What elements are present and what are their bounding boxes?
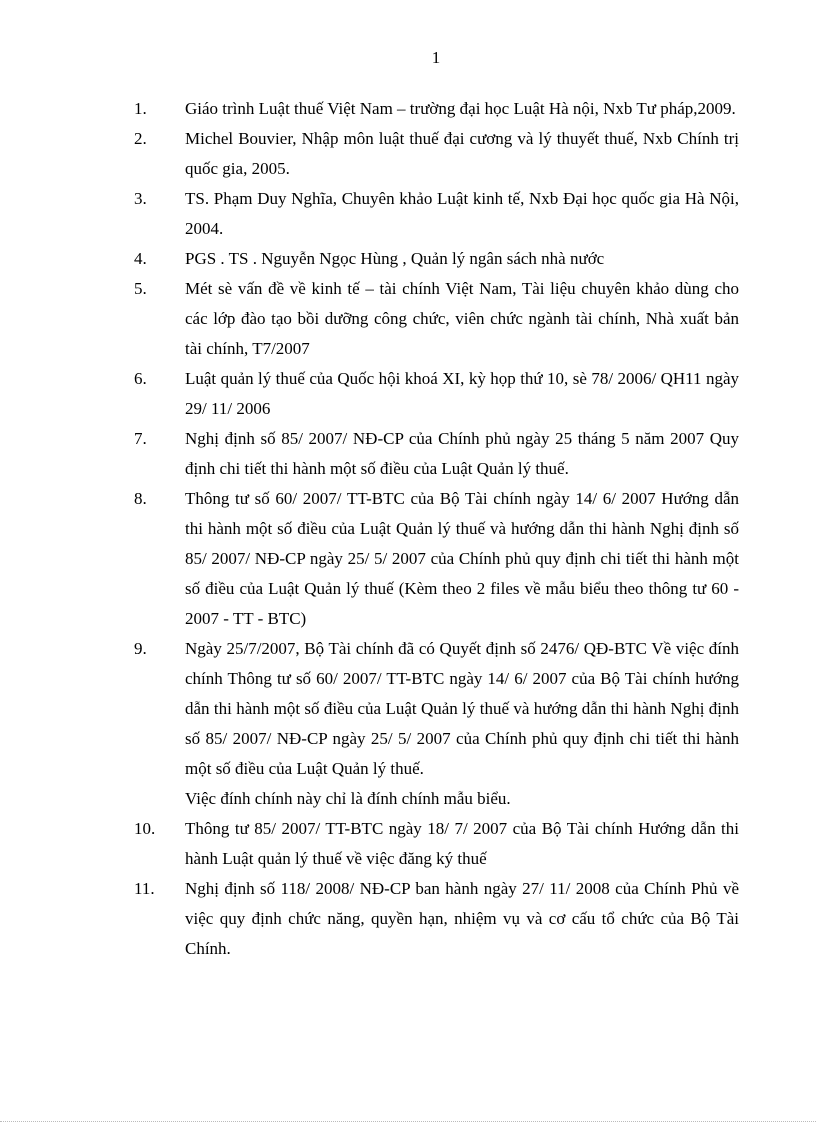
list-item <box>0 814 816 874</box>
list-item-text: Nghị định số 118/ 2008/ NĐ-CP ban hành ngày 27/ 11/ 2008 của Chính Phủ về việc quy định chức năng, quyền hạn, nhiệm vụ và cơ cấu tổ chức của Bộ Tài Chính. <box>185 879 739 958</box>
list-item <box>0 94 816 124</box>
list-item-text: Mét sè vấn đề về kinh tế – tài chính Việt Nam, Tài liệu chuyên khảo dùng cho các lớp đào tạo bồi dưỡng công chức, viên chức ngành tài chính, Nhà xuất bản tài chính, T7/2007 <box>185 279 739 358</box>
list-item-text: TS. Phạm Duy Nghĩa, Chuyên khảo Luật kinh tế, Nxb Đại học quốc gia Hà Nội, 2004. <box>185 189 739 238</box>
list-item-number: 5. <box>134 279 147 298</box>
list-item <box>0 184 816 244</box>
list-item-text: Ngày 25/7/2007, Bộ Tài chính đã có Quyết định số 2476/ QĐ-BTC Về việc đính chính Thông tư số 60/ 2007/ TT-BTC ngày 14/ 6/ 2007 của Bộ Tài chính hướng dẫn thi hành một số điều của Luật Quản lý thuế và hướng dẫn thi hành Nghị định số 85/ 2007/ NĐ-CP ngày 25/ 5/ 2007 của Chính phủ quy định chi tiết thi hành một số điều của Luật Quản lý thuế. <box>185 639 739 778</box>
list-item-number: 6. <box>134 369 147 388</box>
list-item-text: Luật quản lý thuế của Quốc hội khoá XI, kỳ họp thứ 10, sè 78/ 2006/ QH11 ngày 29/ 11/ 2006 <box>185 369 739 418</box>
list-item-text: PGS . TS . Nguyễn Ngọc Hùng , Quản lý ngân sách nhà nước <box>185 249 605 268</box>
list-item-text: Thông tư 85/ 2007/ TT-BTC ngày 18/ 7/ 2007 của Bộ Tài chính Hướng dẫn thi hành Luật quản lý thuế về việc đăng ký thuế <box>185 819 739 868</box>
list-item <box>0 874 816 964</box>
page-number: 1 <box>431 48 441 67</box>
list-item-number: 7. <box>134 429 147 448</box>
list-item-text: Michel Bouvier, Nhập môn luật thuế đại cương và lý thuyết thuế, Nxb Chính trị quốc gia, 2005. <box>185 129 739 178</box>
list-item-text: Thông tư số 60/ 2007/ TT-BTC của Bộ Tài chính ngày 14/ 6/ 2007 Hướng dẫn thi hành một số điều của Luật Quản lý thuế và hướng dẫn thi hành Nghị định số 85/ 2007/ NĐ-CP ngày 25/ 5/ 2007 của Chính phủ quy định chi tiết thi hành một số điều của Luật Quản lý thuế (Kèm theo 2 files về mẫu biểu theo thông tư 60 - 2007 - TT - BTC) <box>185 489 739 628</box>
list-item-number: 11. <box>134 879 155 898</box>
list-item-text: Nghị định số 85/ 2007/ NĐ-CP của Chính phủ ngày 25 tháng 5 năm 2007 Quy định chi tiết thi hành một số điều của Luật Quản lý thuế. <box>185 429 739 478</box>
list-item <box>0 424 816 484</box>
list-item-number: 10. <box>134 819 156 838</box>
list-item <box>0 274 816 364</box>
list-item <box>0 124 816 184</box>
list-item <box>0 634 816 814</box>
list-item-note: Việc đính chính này chỉ là đính chính mẫu biểu. <box>185 789 511 808</box>
reference-list <box>0 94 816 964</box>
list-item-number: 9. <box>134 639 147 658</box>
list-item <box>0 484 816 634</box>
list-item-number: 3. <box>134 189 147 208</box>
list-item-number: 1. <box>134 99 147 118</box>
list-item <box>0 244 816 274</box>
list-item <box>0 364 816 424</box>
list-item-number: 2. <box>134 129 147 148</box>
list-item-number: 8. <box>134 489 147 508</box>
list-item-number: 4. <box>134 249 147 268</box>
list-item-text: Giáo trình Luật thuế Việt Nam – trường đại học Luật Hà nội, Nxb Tư pháp,2009. <box>185 99 736 118</box>
page-bottom-divider <box>0 1121 816 1122</box>
